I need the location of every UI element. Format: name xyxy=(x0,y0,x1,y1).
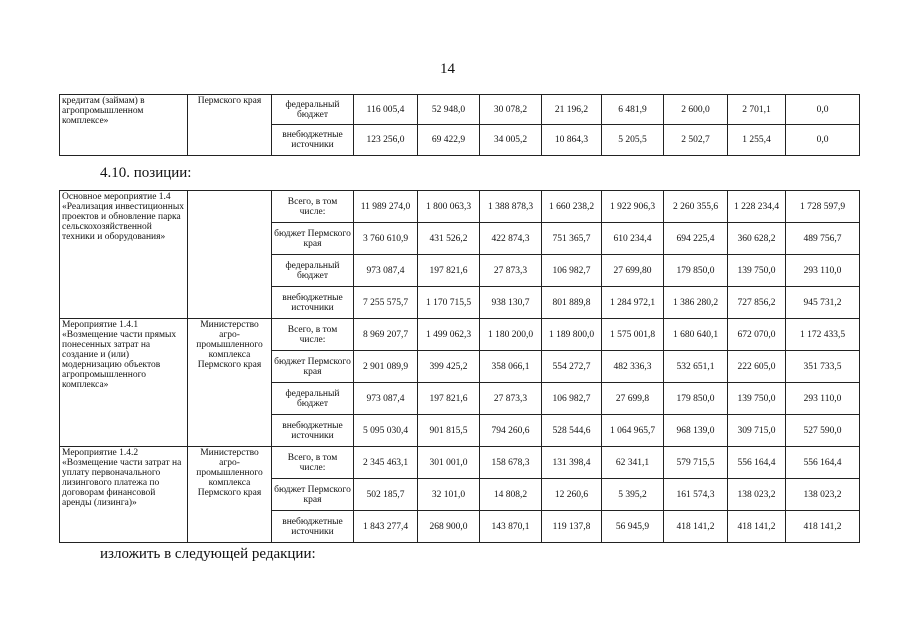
value-cell: 2 260 355,6 xyxy=(664,191,728,223)
value-cell: 14 808,2 xyxy=(480,479,542,511)
value-cell: 123 256,0 xyxy=(354,125,418,156)
value-cell: 1 228 234,4 xyxy=(728,191,786,223)
value-cell: 502 185,7 xyxy=(354,479,418,511)
executor-cell: Министерство агро-промышленного комплекса Пермского края xyxy=(188,447,272,543)
table-row xyxy=(60,95,860,125)
value-cell: 801 889,8 xyxy=(542,287,602,319)
value-cell: 3 760 610,9 xyxy=(354,223,418,255)
value-cell: 751 365,7 xyxy=(542,223,602,255)
value-cell: 1 284 972,1 xyxy=(602,287,664,319)
value-cell: 2 345 463,1 xyxy=(354,447,418,479)
source-cell: Всего, в том числе: xyxy=(272,319,354,351)
value-cell: 1 255,4 xyxy=(728,125,786,156)
value-cell: 973 087,4 xyxy=(354,383,418,415)
measure-name-cell: Мероприятие 1.4.1 «Возмещение части прямых понесенных затрат на создание и (или) модернизацию объектов агропромышленного комплекса» xyxy=(60,319,188,447)
value-cell: 1 800 063,3 xyxy=(418,191,480,223)
value-cell: 1 180 200,0 xyxy=(480,319,542,351)
value-cell: 69 422,9 xyxy=(418,125,480,156)
executor-cell: Министерство агро-промышленного комплекса Пермского края xyxy=(188,319,272,447)
value-cell: 1 386 280,2 xyxy=(664,287,728,319)
value-cell: 794 260,6 xyxy=(480,415,542,447)
section-heading: 4.10. позиции: xyxy=(100,165,192,181)
value-cell: 418 141,2 xyxy=(786,511,860,543)
value-cell: 1 172 433,5 xyxy=(786,319,860,351)
value-cell: 179 850,0 xyxy=(664,255,728,287)
value-cell: 360 628,2 xyxy=(728,223,786,255)
value-cell: 610 234,4 xyxy=(602,223,664,255)
value-cell: 5 095 030,4 xyxy=(354,415,418,447)
source-cell: бюджет Пермского края xyxy=(272,223,354,255)
source-cell: Всего, в том числе: xyxy=(272,447,354,479)
value-cell: 5 395,2 xyxy=(602,479,664,511)
value-cell: 1 660 238,2 xyxy=(542,191,602,223)
value-cell: 556 164,4 xyxy=(786,447,860,479)
value-cell: 11 989 274,0 xyxy=(354,191,418,223)
value-cell: 532 651,1 xyxy=(664,351,728,383)
value-cell: 694 225,4 xyxy=(664,223,728,255)
value-cell: 973 087,4 xyxy=(354,255,418,287)
value-cell: 301 001,0 xyxy=(418,447,480,479)
value-cell: 528 544,6 xyxy=(542,415,602,447)
value-cell: 1 189 800,0 xyxy=(542,319,602,351)
value-cell: 489 756,7 xyxy=(786,223,860,255)
measure-name-cell: Основное мероприятие 1.4 «Реализация инвестиционных проектов и обновление парка сельскохозяйственной техники и оборудования» xyxy=(60,191,188,319)
table-row xyxy=(60,191,860,223)
source-cell: бюджет Пермского края xyxy=(272,479,354,511)
value-cell: 554 272,7 xyxy=(542,351,602,383)
value-cell: 197 821,6 xyxy=(418,255,480,287)
value-cell: 5 205,5 xyxy=(602,125,664,156)
table-row xyxy=(60,447,860,479)
source-cell: бюджет Пермского края xyxy=(272,351,354,383)
value-cell: 431 526,2 xyxy=(418,223,480,255)
value-cell: 106 982,7 xyxy=(542,255,602,287)
value-cell: 1 170 715,5 xyxy=(418,287,480,319)
value-cell: 418 141,2 xyxy=(664,511,728,543)
value-cell: 358 066,1 xyxy=(480,351,542,383)
value-cell: 10 864,3 xyxy=(542,125,602,156)
value-cell: 968 139,0 xyxy=(664,415,728,447)
executor-cell xyxy=(188,191,272,319)
value-cell: 418 141,2 xyxy=(728,511,786,543)
value-cell: 27 699,8 xyxy=(602,383,664,415)
value-cell: 727 856,2 xyxy=(728,287,786,319)
value-cell: 0,0 xyxy=(786,95,860,125)
source-cell: федеральный бюджет xyxy=(272,95,354,125)
value-cell: 901 815,5 xyxy=(418,415,480,447)
value-cell: 7 255 575,7 xyxy=(354,287,418,319)
source-cell: федеральный бюджет xyxy=(272,383,354,415)
value-cell: 56 945,9 xyxy=(602,511,664,543)
continuation-table xyxy=(59,94,860,156)
source-cell: внебюджетные источники xyxy=(272,125,354,156)
value-cell: 422 874,3 xyxy=(480,223,542,255)
value-cell: 30 078,2 xyxy=(480,95,542,125)
value-cell: 27 699,80 xyxy=(602,255,664,287)
value-cell: 1 843 277,4 xyxy=(354,511,418,543)
value-cell: 309 715,0 xyxy=(728,415,786,447)
value-cell: 197 821,6 xyxy=(418,383,480,415)
value-cell: 938 130,7 xyxy=(480,287,542,319)
table-row xyxy=(60,319,860,351)
value-cell: 945 731,2 xyxy=(786,287,860,319)
value-cell: 116 005,4 xyxy=(354,95,418,125)
measures-table xyxy=(59,190,860,543)
value-cell: 8 969 207,7 xyxy=(354,319,418,351)
value-cell: 138 023,2 xyxy=(786,479,860,511)
value-cell: 2 901 089,9 xyxy=(354,351,418,383)
executor-cell: Пермского края xyxy=(188,95,272,156)
value-cell: 138 023,2 xyxy=(728,479,786,511)
value-cell: 21 196,2 xyxy=(542,95,602,125)
measure-name-cell: Мероприятие 1.4.2 «Возмещение части затрат на уплату первоначального лизингового платежа по договорам финансовой аренды (лизинга)» xyxy=(60,447,188,543)
value-cell: 2 502,7 xyxy=(664,125,728,156)
value-cell: 6 481,9 xyxy=(602,95,664,125)
value-cell: 2 701,1 xyxy=(728,95,786,125)
value-cell: 399 425,2 xyxy=(418,351,480,383)
measure-name-cell: кредитам (займам) в агропромышленном комплексе» xyxy=(60,95,188,156)
value-cell: 139 750,0 xyxy=(728,255,786,287)
value-cell: 351 733,5 xyxy=(786,351,860,383)
value-cell: 1 064 965,7 xyxy=(602,415,664,447)
value-cell: 158 678,3 xyxy=(480,447,542,479)
value-cell: 268 900,0 xyxy=(418,511,480,543)
value-cell: 106 982,7 xyxy=(542,383,602,415)
source-cell: внебюджетные источники xyxy=(272,415,354,447)
value-cell: 161 574,3 xyxy=(664,479,728,511)
value-cell: 32 101,0 xyxy=(418,479,480,511)
value-cell: 1 388 878,3 xyxy=(480,191,542,223)
value-cell: 12 260,6 xyxy=(542,479,602,511)
value-cell: 527 590,0 xyxy=(786,415,860,447)
value-cell: 579 715,5 xyxy=(664,447,728,479)
value-cell: 1 922 906,3 xyxy=(602,191,664,223)
value-cell: 119 137,8 xyxy=(542,511,602,543)
value-cell: 52 948,0 xyxy=(418,95,480,125)
value-cell: 1 575 001,8 xyxy=(602,319,664,351)
value-cell: 62 341,1 xyxy=(602,447,664,479)
value-cell: 27 873,3 xyxy=(480,383,542,415)
source-cell: внебюджетные источники xyxy=(272,511,354,543)
value-cell: 293 110,0 xyxy=(786,255,860,287)
source-cell: внебюджетные источники xyxy=(272,287,354,319)
value-cell: 0,0 xyxy=(786,125,860,156)
value-cell: 139 750,0 xyxy=(728,383,786,415)
value-cell: 1 499 062,3 xyxy=(418,319,480,351)
value-cell: 293 110,0 xyxy=(786,383,860,415)
source-cell: Всего, в том числе: xyxy=(272,191,354,223)
value-cell: 179 850,0 xyxy=(664,383,728,415)
value-cell: 556 164,4 xyxy=(728,447,786,479)
value-cell: 34 005,2 xyxy=(480,125,542,156)
footer-text: изложить в следующей редакции: xyxy=(100,546,316,562)
value-cell: 131 398,4 xyxy=(542,447,602,479)
value-cell: 222 605,0 xyxy=(728,351,786,383)
source-cell: федеральный бюджет xyxy=(272,255,354,287)
value-cell: 1 680 640,1 xyxy=(664,319,728,351)
value-cell: 143 870,1 xyxy=(480,511,542,543)
value-cell: 27 873,3 xyxy=(480,255,542,287)
value-cell: 1 728 597,9 xyxy=(786,191,860,223)
value-cell: 672 070,0 xyxy=(728,319,786,351)
page-number: 14 xyxy=(440,61,455,77)
value-cell: 2 600,0 xyxy=(664,95,728,125)
value-cell: 482 336,3 xyxy=(602,351,664,383)
